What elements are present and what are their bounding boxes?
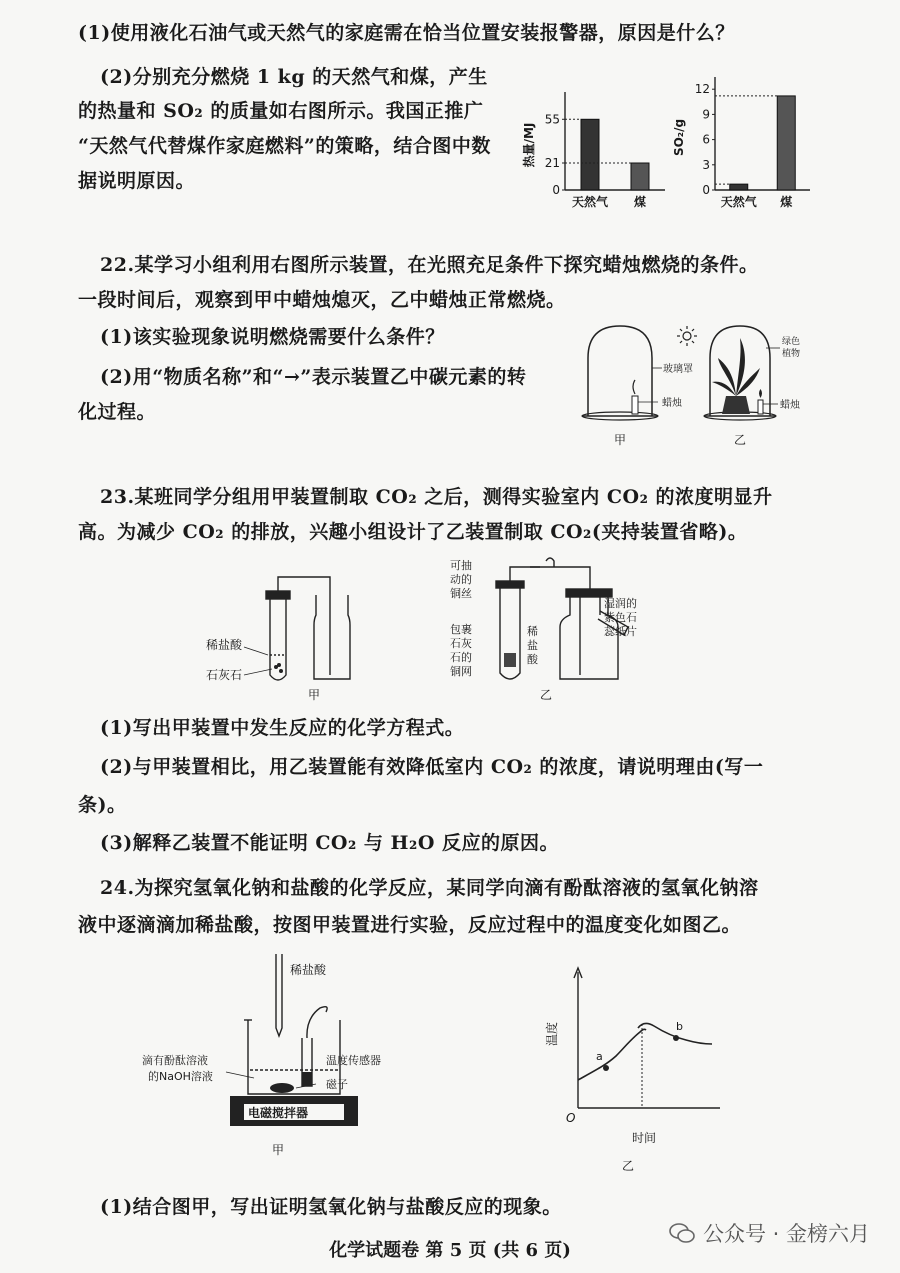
heat-tick-label: 55 — [544, 112, 560, 127]
neutralization-apparatus-figure — [140, 948, 381, 1173]
svg-text:稀: 稀 — [527, 625, 538, 638]
so2-category-label: 天然气 — [720, 195, 757, 209]
q21-part2-line4: 据说明原因。 — [78, 170, 196, 192]
svg-text:滴有酚酞溶液: 滴有酚酞溶液 — [142, 1054, 208, 1067]
svg-text:铜网: 铜网 — [450, 665, 472, 678]
svg-text:石灰: 石灰 — [450, 637, 472, 650]
so2-bar — [730, 184, 748, 190]
heat-bar — [581, 119, 599, 190]
svg-text:乙: 乙 — [734, 433, 747, 447]
svg-text:酸: 酸 — [527, 653, 538, 666]
q22-line2: 一段时间后，观察到甲中蜡烛熄灭，乙中蜡烛正常燃烧。 — [78, 289, 566, 311]
heat-category-label: 煤 — [633, 195, 647, 209]
svg-text:甲: 甲 — [272, 1143, 285, 1157]
heat-tick-label: 21 — [544, 156, 560, 170]
so2-y-label: SO₂/g — [672, 118, 686, 157]
temperature-curve-chart — [540, 960, 730, 1175]
q24-line2: 液中逐滴滴加稀盐酸，按图甲装置进行实验，反应过程中的温度变化如图乙。 — [78, 914, 742, 936]
svg-text:包裹: 包裹 — [450, 623, 472, 636]
so2-category-label: 煤 — [780, 195, 793, 209]
svg-text:可抽: 可抽 — [450, 559, 472, 572]
svg-text:温度: 温度 — [545, 1021, 559, 1046]
candle-bell-jar-figure — [570, 318, 810, 458]
svg-text:铜丝: 铜丝 — [450, 587, 472, 600]
q21-part2-line1: (2)分别充分燃烧 1 kg 的天然气和煤，产生 — [100, 66, 488, 88]
wechat-icon — [669, 1222, 695, 1244]
sun-icon — [677, 326, 697, 346]
green-plant-icon — [712, 338, 760, 414]
svg-text:紫色石: 紫色石 — [604, 611, 637, 624]
svg-text:磁子: 磁子 — [326, 1078, 348, 1091]
svg-text:盐: 盐 — [527, 639, 538, 652]
q23-part2-line1: (2)与甲装置相比，用乙装置能有效降低室内 CO₂ 的浓度，请说明理由(写一 — [100, 756, 764, 778]
heat-tick-label: 0 — [552, 183, 560, 197]
svg-text:时间: 时间 — [632, 1131, 657, 1145]
svg-text:电磁搅拌器: 电磁搅拌器 — [248, 1106, 309, 1120]
q21-part2-line3: “天然气代替煤作家庭燃料”的策略，结合图中数 — [78, 135, 491, 157]
q23-line2: 高。为减少 CO₂ 的排放，兴趣小组设计了乙装置制取 CO₂(夹持装置省略)。 — [78, 521, 748, 543]
svg-text:玻璃罩: 玻璃罩 — [663, 364, 693, 375]
so2-tick-label: 0 — [702, 183, 710, 197]
heat-category-label: 天然气 — [571, 195, 609, 209]
watermark-text: 公众号 · 金榜六月 — [702, 1222, 870, 1246]
svg-text:动的: 动的 — [450, 573, 472, 586]
so2-tick-label: 6 — [702, 132, 710, 147]
svg-text:蕊纸片: 蕊纸片 — [604, 625, 637, 638]
svg-text:温度传感器: 温度传感器 — [326, 1054, 381, 1067]
svg-text:乙: 乙 — [622, 1159, 635, 1173]
svg-text:稀盐酸: 稀盐酸 — [206, 638, 243, 652]
temperature-curve — [578, 1029, 646, 1080]
svg-text:绿色: 绿色 — [782, 337, 801, 347]
q23-part2-line2: 条)。 — [78, 794, 127, 816]
svg-text:石灰石: 石灰石 — [206, 668, 243, 682]
so2-bar-chart — [672, 65, 815, 215]
svg-text:甲: 甲 — [308, 688, 321, 702]
q22-part2-line1: (2)用“物质名称”和“→”表示装置乙中碳元素的转 — [100, 366, 527, 388]
co2-apparatus-figure — [200, 555, 660, 705]
q23-line1: 23.某班同学分组用甲装置制取 CO₂ 之后，测得实验室内 CO₂ 的浓度明显升 — [100, 486, 773, 508]
svg-text:石的: 石的 — [450, 651, 472, 664]
so2-tick-label: 3 — [702, 157, 710, 172]
svg-text:O: O — [566, 1111, 576, 1125]
heat-y-label: 热量/MJ — [522, 122, 536, 168]
heat-bar-chart — [515, 85, 675, 215]
q23-part1: (1)写出甲装置中发生反应的化学方程式。 — [100, 717, 465, 739]
bell-jar-jia — [588, 326, 652, 416]
candle-jia — [632, 396, 638, 414]
magnet-stirbar — [270, 1083, 294, 1093]
q24-part1: (1)结合图甲，写出证明氢氧化钠与盐酸反应的现象。 — [100, 1196, 562, 1218]
so2-tick-label: 9 — [702, 107, 710, 122]
q24-line1: 24.为探究氢氧化钠和盐酸的化学反应，某同学向滴有酚酞溶液的氢氧化钠溶 — [100, 877, 759, 899]
svg-text:湿润的: 湿润的 — [604, 597, 637, 610]
svg-text:乙: 乙 — [540, 688, 553, 702]
q21-part1: (1)使用液化石油气或天然气的家庭需在恰当位置安装报警器，原因是什么？ — [78, 22, 735, 44]
q22-part1: (1)该实验现象说明燃烧需要什么条件？ — [100, 326, 445, 348]
svg-text:蜡烛: 蜡烛 — [780, 400, 800, 411]
so2-bar — [777, 96, 795, 190]
page-footer: 化学试题卷 第 5 页 (共 6 页) — [329, 1240, 571, 1261]
watermark — [669, 1218, 870, 1248]
q22-line1: 22.某学习小组利用右图所示装置，在光照充足条件下探究蜡烛燃烧的条件。 — [100, 254, 759, 276]
svg-text:蜡烛: 蜡烛 — [662, 398, 682, 409]
svg-text:的NaOH溶液: 的NaOH溶液 — [148, 1070, 213, 1083]
svg-text:a: a — [596, 1050, 603, 1063]
q21-part2-line2: 的热量和 SO₂ 的质量如右图所示。我国正推广 — [78, 100, 484, 122]
q23-part3: (3)解释乙装置不能证明 CO₂ 与 H₂O 反应的原因。 — [100, 832, 559, 854]
heat-bar — [631, 163, 649, 190]
svg-text:b: b — [676, 1020, 683, 1033]
svg-text:甲: 甲 — [614, 433, 627, 447]
svg-text:稀盐酸: 稀盐酸 — [290, 963, 327, 977]
svg-text:植物: 植物 — [782, 349, 801, 359]
so2-tick-label: 12 — [694, 82, 710, 97]
q22-part2-line2: 化过程。 — [78, 401, 157, 423]
